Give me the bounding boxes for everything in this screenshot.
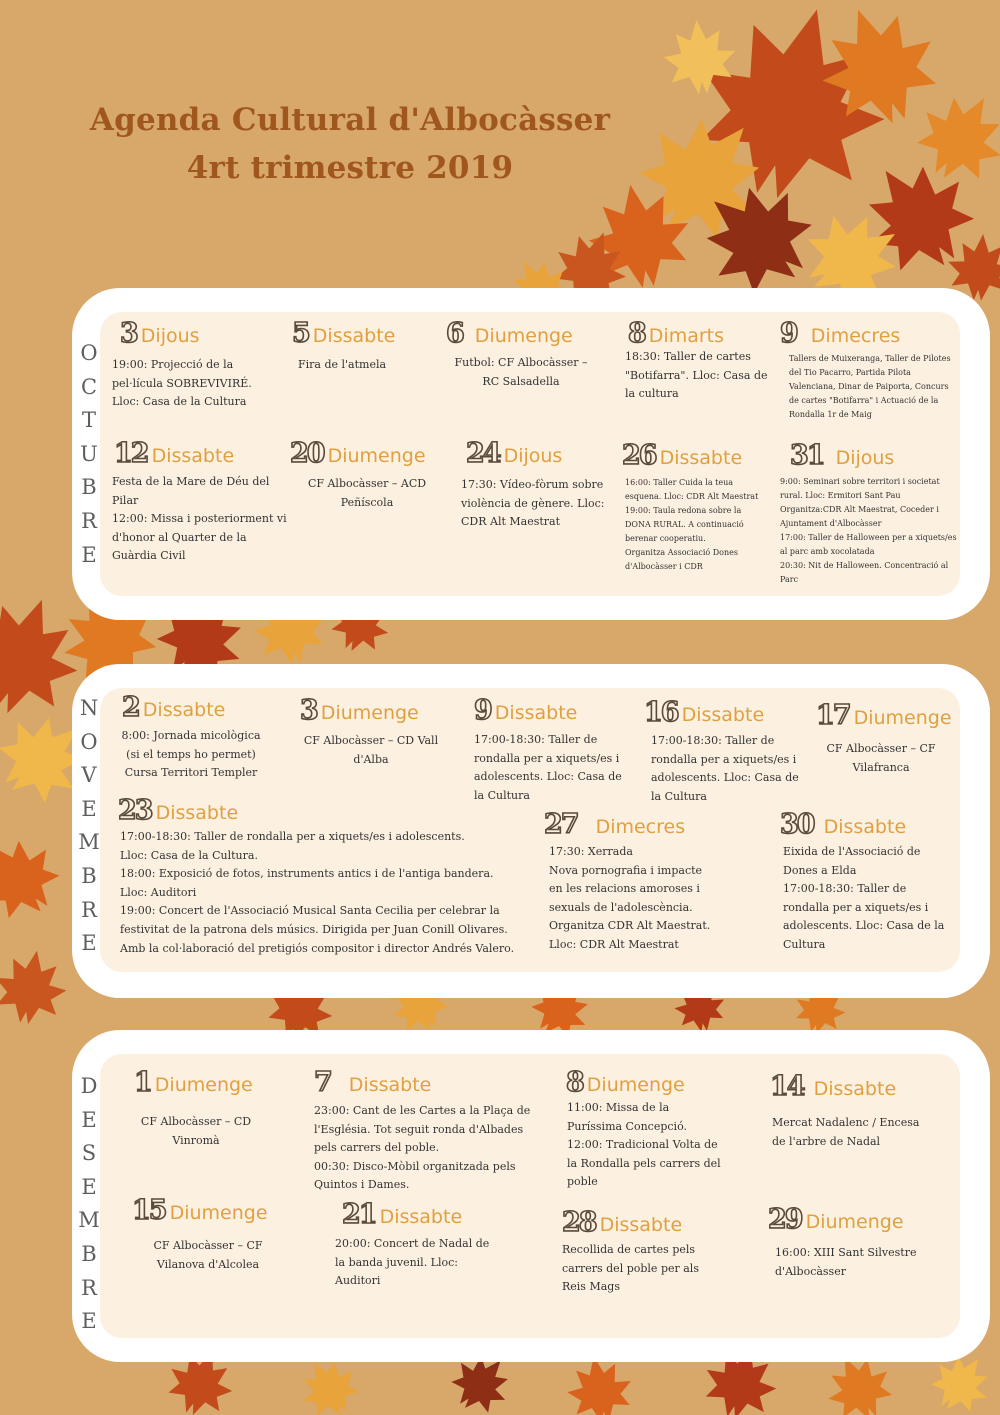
- event-date: 8 Diumenge: [566, 1067, 685, 1098]
- event-date: 28 Dissabte: [562, 1207, 683, 1238]
- event-date: 17 Diumenge: [816, 700, 952, 731]
- month-letter: S: [81, 1141, 97, 1166]
- month-letter: B: [81, 1241, 97, 1266]
- month-letter: E: [81, 1309, 97, 1334]
- event-description: CF Albocàsser – ACD Peñíscola: [307, 477, 427, 509]
- event-description: 17:30: Vídeo-fòrum sobre violència de gènere. Lloc: CDR Alt Maestrat: [461, 478, 605, 529]
- month-letter: O: [80, 729, 98, 754]
- month-label-october: [78, 343, 100, 578]
- event-description: Futbol: CF Albocàsser – RC Salsadella: [454, 356, 588, 388]
- month-letter: B: [81, 475, 97, 500]
- month-letter: E: [81, 1107, 97, 1132]
- event-description: Festa de la Mare de Déu del Pilar 12:00: Missa i posteriorment vi d'honor al Quarter de la Guàrdia Civil: [112, 475, 287, 563]
- event-date: 9 Dimecres: [780, 318, 901, 349]
- month-letter: E: [81, 1174, 97, 1199]
- event-description: 20:00: Concert de Nadal de la banda juvenil. Lloc: Auditori: [335, 1237, 490, 1288]
- month-letter: R: [81, 508, 97, 533]
- event-description: 8:00: Jornada micològica (si el temps ho permet) Cursa Territori Templer: [121, 729, 261, 780]
- event-date: 9 Dissabte: [474, 695, 578, 726]
- event-description: 17:30: Xerrada Nova pornografia i impacte en les relacions amoroses i sexuals de l'adolescència. Organitza CDR Alt Maestrat. Lloc: CDR Alt Maestrat: [549, 845, 711, 951]
- event-description: 17:00-18:30: Taller de rondalla per a xiquets/es i adolescents. Lloc: Casa de la Cultura: [474, 733, 622, 802]
- month-letter: E: [81, 796, 97, 821]
- month-letter: T: [81, 408, 96, 433]
- month-letter: E: [81, 931, 97, 956]
- event-date: 16 Dissabte: [644, 697, 765, 728]
- event-date: 23 Dissabte: [118, 795, 239, 826]
- month-letter: E: [81, 542, 97, 567]
- month-letter: C: [80, 374, 98, 399]
- event-date: 21 Dissabte: [342, 1199, 463, 1230]
- event-description: 17:00-18:30: Taller de rondalla per a xiquets/es i adolescents. Lloc: Casa de la Cultura: [651, 734, 799, 803]
- month-letter: D: [80, 1074, 98, 1098]
- month-letter: U: [80, 441, 98, 466]
- month-letter: V: [81, 763, 97, 788]
- event-date: 1 Diumenge: [134, 1067, 253, 1098]
- event-date: 27 Dimecres: [544, 809, 686, 840]
- event-date: 6 Diumenge: [446, 318, 573, 349]
- event-date: 30 Dissabte: [780, 809, 907, 840]
- month-letter: M: [78, 1208, 100, 1233]
- event-date: 8 Dimarts: [628, 318, 725, 349]
- event-date: 2 Dissabte: [122, 692, 226, 723]
- month-letter: B: [81, 863, 97, 888]
- event-description: 23:00: Cant de les Cartes a la Plaça de l'Església. Tot seguit ronda d'Albades pels carrers del poble. 00:30: Disco-Mòbil organitzada pels Quintos i Dames.: [314, 1104, 531, 1192]
- event-date: 7 Dissabte: [314, 1067, 432, 1098]
- month-letter: R: [81, 897, 97, 922]
- event-description: CF Albocàsser – CF Vilafranca: [826, 742, 936, 774]
- event-description: Eixida de l'Associació de Dones a Elda 17:00-18:30: Taller de rondalla per a xiquets/es i adolescents. Lloc: Casa de la Cultura: [783, 845, 945, 951]
- event-description: Fira de l'atmela: [298, 358, 387, 371]
- event-description: 16:00: XIII Sant Silvestre d'Albocàsser: [775, 1246, 917, 1278]
- event-date: 3 Dijous: [120, 318, 200, 349]
- event-description: 16:00: Taller Cuida la teua esquena. Lloc: CDR Alt Maestrat 19:00: Taula redona sobre la DONA RURAL. A continuació berenar cooperatiu. Organitza Associació Dones d'Albocàsser i CDR: [625, 478, 759, 571]
- event-description: 18:30: Taller de cartes "Botifarra". Lloc: Casa de la cultura: [625, 350, 768, 401]
- event-description: 9:00: Seminari sobre territori i societat rural. Lloc: Ermitori Sant Pau Organitza:CDR Alt Maestrat, Coceder i Ajuntament d'Albocàsser 17:00: Taller de Halloween per a xiquets/es al parc amb xocolatada 20:30: Nit de Halloween. Concentració al Parc: [780, 477, 957, 584]
- page-title: Agenda Cultural d'Albocàsser: [89, 102, 611, 138]
- event-date: 5 Dissabte: [292, 318, 396, 349]
- event-description: CF Albocàsser – CD Vall d'Alba: [303, 734, 439, 766]
- event-description: 19:00: Projecció de la pel·lícula SOBREVIVIRÉ. Lloc: Casa de la Cultura: [112, 358, 252, 409]
- event-description: CF Albocàsser – CD Vinromà: [140, 1115, 252, 1147]
- event-date: 29 Diumenge: [768, 1204, 904, 1235]
- event-description: Tallers de Muixeranga, Taller de Pilotes del Tio Pacarro, Partida Pilota Valenciana, Dinar de Paiporta, Concurs de cartes "Botifarra" i Actuació de la Rondalla 1r de Maig: [789, 354, 951, 419]
- event-description: CF Albocàsser – CF Vilanova d'Alcolea: [153, 1239, 263, 1271]
- month-letter: O: [80, 341, 98, 365]
- month-label-november: [78, 698, 100, 967]
- event-date: 31 Dijous: [790, 440, 895, 471]
- event-date: 12 Dissabte: [114, 438, 235, 469]
- event-date: 3 Diumenge: [300, 695, 419, 726]
- event-date: 24 Dijous: [466, 438, 563, 469]
- event-description: Mercat Nadalenc / Encesa de l'arbre de Nadal: [772, 1116, 920, 1148]
- page-subtitle: 4rt trimestre 2019: [186, 150, 514, 186]
- event-date: 26 Dissabte: [622, 440, 743, 471]
- month-letter: R: [81, 1275, 97, 1300]
- event-description: 17:00-18:30: Taller de rondalla per a xiquets/es i adolescents. Lloc: Casa de la Cultura. 18:00: Exposició de fotos, instruments antics i de l'antiga bandera. Lloc: Auditori 19:00: Concert de l'Associació Musical Santa Cecilia per celebrar la festivitat de la patrona dels músics. Dirigida per Juan Conill Olivares. Amb la col·laboració del pretigiós compositor i director Andrés Valero.: [120, 830, 515, 955]
- month-label-december: [78, 1076, 100, 1345]
- event-description: Recollida de cartes pels carrers del poble per als Reis Mags: [562, 1243, 699, 1294]
- event-date: 15 Diumenge: [132, 1195, 268, 1226]
- event-description: 11:00: Missa de la Puríssima Concepció. 12:00: Tradicional Volta de la Rondalla pels carrers del poble: [567, 1101, 721, 1189]
- event-date: 14 Dissabte: [770, 1071, 897, 1102]
- month-letter: N: [79, 696, 99, 720]
- event-date: 20 Diumenge: [290, 438, 426, 469]
- month-letter: M: [78, 830, 100, 855]
